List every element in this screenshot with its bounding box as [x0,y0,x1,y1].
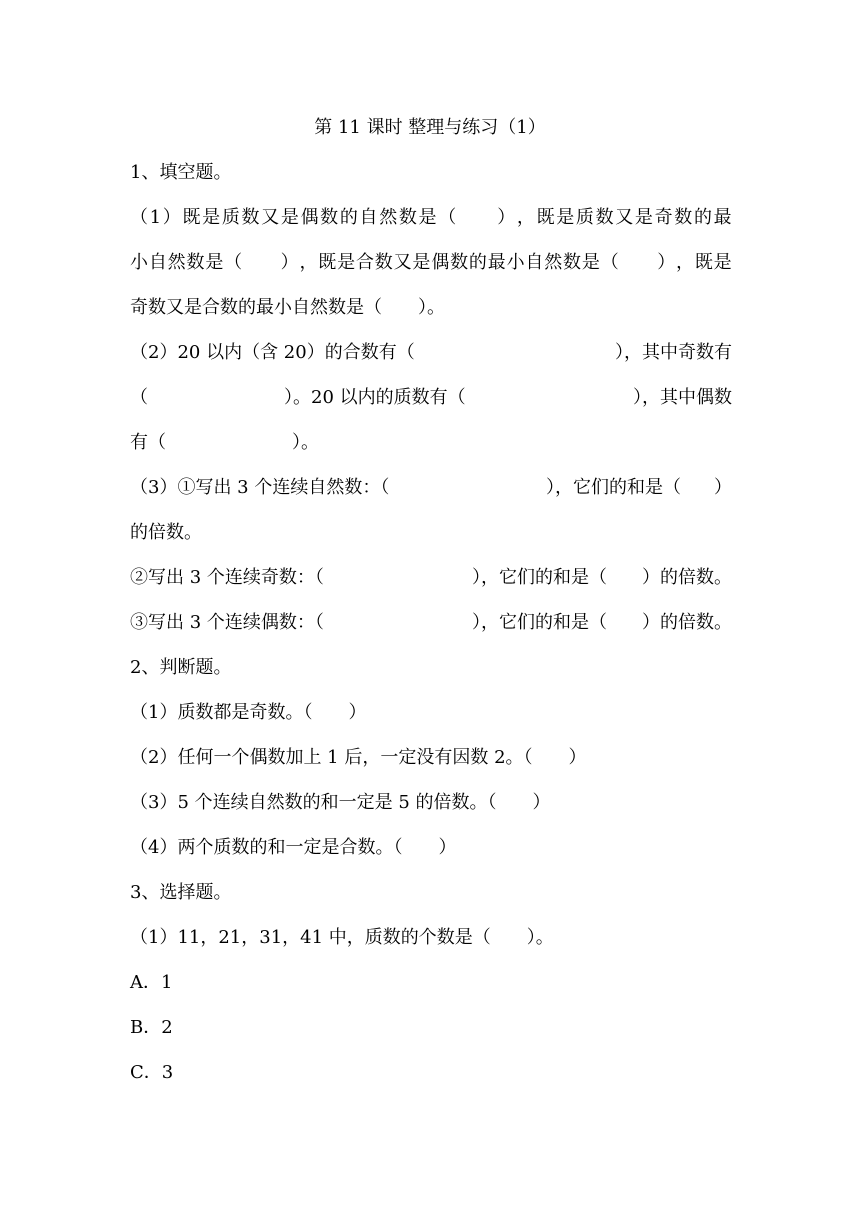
section-2-heading: 2、判断题。 [130,657,232,678]
q2-line-1-text-b: ），其中奇数有 [615,342,732,363]
q2-line-2-text-b: ）。20 以内的质数有（ [284,387,466,408]
judge-item-3: （3）5 个连续自然数的和一定是 5 的倍数。（ ） [130,792,551,813]
section-3-heading: 3、选择题。 [130,882,232,903]
q3-line-4-text-b: ），它们的和是（ [472,612,607,633]
q1-line-2: 小 自 然 数 是 （ ） ， 既 是 合 数 又 是 偶 数 的 最 小 自 然 数 是 （ ） ， 既 是 [130,252,732,273]
judge-item-1: （1）质数都是奇数。（ ） [130,702,367,723]
page-title: 第 11 课时 整理与练习（1） [314,117,546,138]
choice-question-1: （1）11，21，31，41 中，质数的个数是（ ）。 [130,927,554,948]
q3-line-1-text-a: （3）①写出 3 个连续自然数：（ [130,477,390,498]
judge-item-4: （4）两个质数的和一定是合数。（ ） [130,837,457,858]
q3-line-3-text-c: ）的倍数。 [642,567,732,588]
q3-line-3-text-a: ②写出 3 个连续奇数：（ [130,567,324,588]
q1-line-1: （ 1 ） 既 是 质 数 又 是 偶 数 的 自 然 数 是 （ ） ， 既 是 质 数 又 是 奇 数 的 最 [130,207,732,228]
choice-option-b: B．2 [130,1017,173,1038]
q3-line-4-text-c: ）的倍数。 [642,612,732,633]
q3-line-1-text-c: ） [714,477,732,498]
q2-line-2-text-c: ），其中偶数 [633,387,732,408]
q3-line-1-text-b: ），它们的和是（ [546,477,681,498]
choice-option-a: A．1 [130,972,173,993]
q3-line-4-text-a: ③写出 3 个连续偶数：（ [130,612,324,633]
q3-line-3-text-b: ），它们的和是（ [472,567,607,588]
q2-line-3: 有（ ）。 [130,432,319,453]
choice-option-c: C．3 [130,1062,174,1083]
section-1-heading: 1、填空题。 [130,162,232,183]
q2-line-1 [130,342,732,364]
q3-line-2: 的倍数。 [130,522,202,543]
judge-item-2: （2）任何一个偶数加上 1 后，一定没有因数 2。（ ） [130,747,587,768]
q2-line-2-text-a: （ [130,387,148,408]
q1-line-3: 奇数又是合数的最小自然数是（ ）。 [130,297,445,318]
q2-line-1-text-a: （2）20 以内（含 20）的合数有（ [130,342,415,363]
